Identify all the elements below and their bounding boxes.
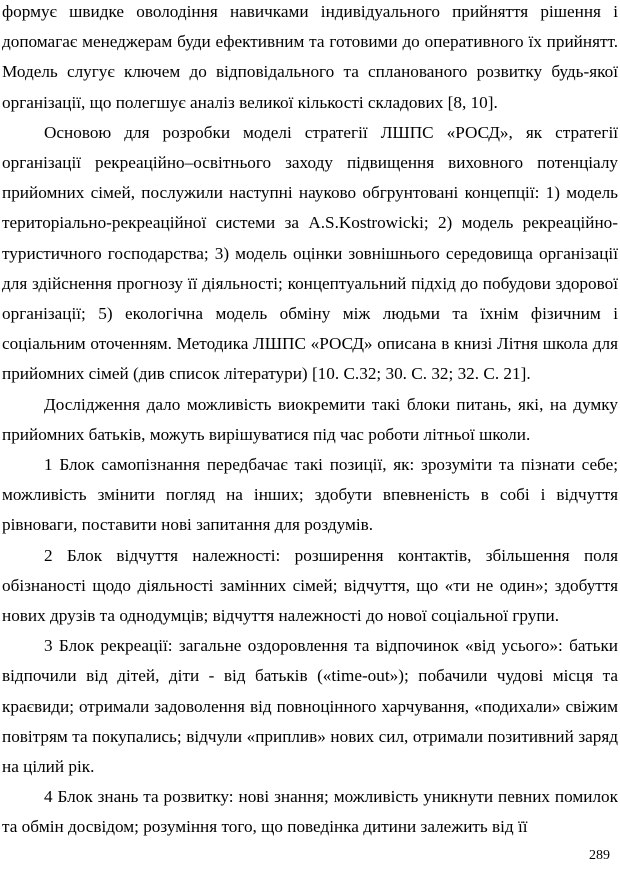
paragraph-model-concepts: Основою для розробки моделі стратегії ЛШПС «РОСД», як стратегії організації рекреаційно–освітнього заходу підвищення виховного потенціалу прийомних сімей, послужили наступні науково обгрунтовані концепції: 1) модель територіально-рекреаційної системи за A.S.Kostrowicki; 2) модель рекреаційно-туристичного господарства; 3) модель оцінки зовнішнього середовища організації для здійснення прогнозу її діяльності; концептуальний підхід до побудови здорової організації; 5) екологічна модель обміну між людьми та їхнім фізичним і соціальним оточенням. Методика ЛШПС «РОСД» описана в книзі Літня школа для прийомних сімей (див список літератури) [10. С.32; 30. С. 32; 32. С. 21]. (2, 122, 618, 384)
paragraph-block-knowledge: 4 Блок знань та розвитку: нові знання; можливість уникнути певних помилок та обмін досвідом; розуміння того, що поведінка дитини залежить від її (2, 787, 618, 837)
body-text (2, 0, 618, 843)
paragraph-block-belonging: 2 Блок відчуття належності: розширення контактів, збільшення поля обізнаності щодо діяльності замінних сімей; відчуття, що «ти не один»; здобуття нових друзів та однодумців; відчуття належності до нової соціальної групи. (2, 545, 618, 626)
paragraph-research-blocks: Дослідження дало можливість виокремити такі блоки питань, які, на думку прийомних батьків, можуть вирішуватися під час роботи літньої школи. (2, 394, 618, 444)
paragraph-block-recreation: 3 Блок рекреації: загальне оздоровлення та відпочинок «від усього»: батьки відпочили від дітей, діти - від батьків («time-out»); побачили чудові місця та краєвиди; отримали задоволення від повноцінного харчування, «подихали» свіжим повітрям та покупались; відчули «приплив» нових сил, отримали позитивний заряд на цілий рік. (2, 636, 618, 777)
paragraph-continuation: формує швидке оволодіння навичками індивідуального прийняття рішення і допомагає менеджерам буди ефективним та готовими до оперативного їх прийнятт. Модель слугує ключем до відповідального та спланованого розвитку будь-якої організації, що полегшує аналіз великої кількості складових [8, 10]. (2, 2, 618, 112)
page-number: 289 (589, 848, 610, 863)
paragraph-block-self-knowledge: 1 Блок самопізнання передбачає такі позиції, як: зрозуміти та пізнати себе; можливість змінити погляд на інших; здобути впевненість в собі і відчуття рівноваги, поставити нові запитання для роздумів. (2, 455, 618, 535)
